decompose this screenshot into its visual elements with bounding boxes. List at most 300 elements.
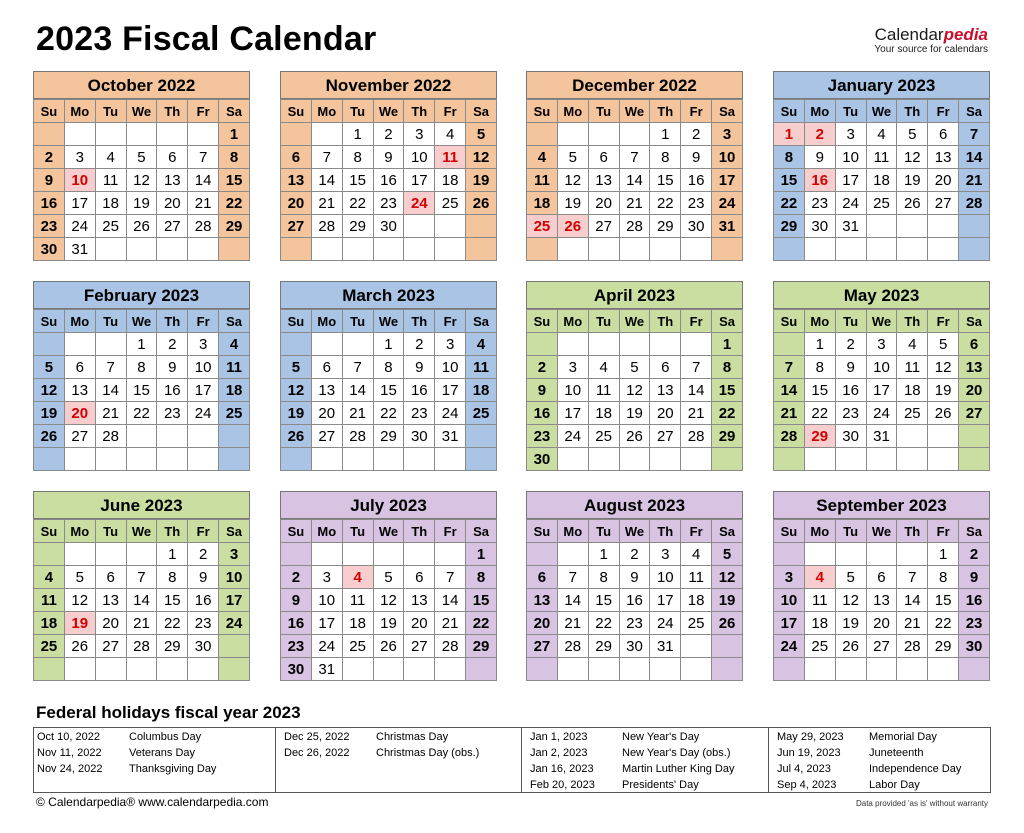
- day-cell: 16: [959, 589, 990, 612]
- day-cell: 7: [557, 566, 588, 589]
- day-cell: 3: [557, 356, 588, 379]
- day-cell: 26: [928, 402, 959, 425]
- weekday-header: Th: [650, 310, 681, 333]
- day-cell: 23: [527, 425, 558, 448]
- day-cell: 29: [650, 215, 681, 238]
- day-cell: 20: [588, 192, 619, 215]
- day-cell: 11: [897, 356, 928, 379]
- day-cell: 22: [373, 402, 404, 425]
- empty-cell: [342, 658, 373, 681]
- empty-cell: [188, 425, 219, 448]
- holiday-row: [527, 729, 767, 745]
- empty-cell: [557, 448, 588, 471]
- empty-cell: [95, 238, 126, 261]
- weekday-header: Tu: [588, 100, 619, 123]
- day-cell: 16: [188, 589, 219, 612]
- day-cell: 12: [126, 169, 157, 192]
- day-cell: 10: [557, 379, 588, 402]
- empty-cell: [650, 238, 681, 261]
- day-cell: 25: [342, 635, 373, 658]
- day-cell: 28: [342, 425, 373, 448]
- day-cell: 29: [774, 215, 805, 238]
- empty-cell: [712, 448, 743, 471]
- weekday-header: Mo: [804, 520, 835, 543]
- empty-cell: [804, 658, 835, 681]
- holiday-column: [34, 729, 274, 777]
- month-october-2022: [33, 71, 250, 261]
- day-cell: 3: [219, 543, 250, 566]
- empty-cell: [311, 238, 342, 261]
- empty-cell: [774, 238, 805, 261]
- day-table: [773, 519, 990, 681]
- day-cell: 15: [774, 169, 805, 192]
- empty-cell: [404, 543, 435, 566]
- day-cell: 13: [959, 356, 990, 379]
- day-cell: 24: [557, 425, 588, 448]
- day-cell: 3: [835, 123, 866, 146]
- day-cell: 14: [619, 169, 650, 192]
- day-cell: 17: [404, 169, 435, 192]
- day-cell: 27: [281, 215, 312, 238]
- day-cell: 14: [95, 379, 126, 402]
- month-header: August 2023: [526, 491, 743, 519]
- day-cell: 18: [466, 379, 497, 402]
- empty-cell: [157, 238, 188, 261]
- weekday-header: We: [619, 520, 650, 543]
- empty-cell: [959, 215, 990, 238]
- brand-name-part1: Calendar: [874, 25, 944, 44]
- day-cell: 8: [712, 356, 743, 379]
- month-header: January 2023: [773, 71, 990, 99]
- day-cell: 24: [435, 402, 466, 425]
- day-cell: 19: [64, 612, 95, 635]
- empty-cell: [650, 448, 681, 471]
- day-cell: 4: [804, 566, 835, 589]
- weekday-header: Su: [774, 100, 805, 123]
- day-cell: 23: [157, 402, 188, 425]
- day-cell: 11: [804, 589, 835, 612]
- empty-cell: [281, 333, 312, 356]
- weekday-header: We: [619, 310, 650, 333]
- empty-cell: [188, 658, 219, 681]
- weekday-header: We: [373, 310, 404, 333]
- weekday-header: Mo: [64, 310, 95, 333]
- day-cell: 7: [188, 146, 219, 169]
- day-cell: 21: [126, 612, 157, 635]
- weekday-header: Fr: [435, 310, 466, 333]
- day-table: [33, 519, 250, 681]
- empty-cell: [928, 215, 959, 238]
- day-cell: 12: [64, 589, 95, 612]
- day-cell: 14: [126, 589, 157, 612]
- day-cell: 6: [928, 123, 959, 146]
- day-cell: 19: [126, 192, 157, 215]
- empty-cell: [866, 238, 897, 261]
- empty-cell: [95, 543, 126, 566]
- holiday-row: [34, 745, 274, 761]
- day-cell: 27: [95, 635, 126, 658]
- day-cell: 15: [928, 589, 959, 612]
- day-table: [280, 519, 497, 681]
- day-cell: 2: [527, 356, 558, 379]
- month-may-2023: [773, 281, 990, 471]
- holiday-name: Thanksgiving Day: [129, 763, 217, 775]
- empty-cell: [188, 123, 219, 146]
- day-cell: 10: [404, 146, 435, 169]
- day-cell: 1: [373, 333, 404, 356]
- empty-cell: [835, 543, 866, 566]
- empty-cell: [619, 658, 650, 681]
- holiday-row: [281, 729, 521, 745]
- day-cell: 13: [157, 169, 188, 192]
- day-cell: 21: [897, 612, 928, 635]
- day-cell: 21: [557, 612, 588, 635]
- day-cell: 13: [650, 379, 681, 402]
- day-cell: 31: [835, 215, 866, 238]
- holiday-column: [527, 729, 767, 793]
- day-cell: 2: [619, 543, 650, 566]
- day-cell: 24: [64, 215, 95, 238]
- weekday-header: Th: [897, 520, 928, 543]
- empty-cell: [527, 123, 558, 146]
- weekday-header: We: [866, 100, 897, 123]
- day-cell: 17: [557, 402, 588, 425]
- day-cell: 9: [527, 379, 558, 402]
- holiday-name: Memorial Day: [869, 731, 937, 743]
- day-cell: 12: [928, 356, 959, 379]
- empty-cell: [64, 333, 95, 356]
- day-cell: 2: [34, 146, 65, 169]
- weekday-header: Th: [897, 100, 928, 123]
- weekday-header: We: [373, 100, 404, 123]
- brand-logo[interactable]: [874, 26, 988, 56]
- empty-cell: [527, 543, 558, 566]
- day-cell: 18: [897, 379, 928, 402]
- day-cell: 25: [34, 635, 65, 658]
- empty-cell: [866, 543, 897, 566]
- empty-cell: [64, 123, 95, 146]
- day-cell: 27: [157, 215, 188, 238]
- day-cell: 26: [897, 192, 928, 215]
- day-cell: 1: [928, 543, 959, 566]
- day-cell: 27: [866, 635, 897, 658]
- weekday-header: Sa: [712, 310, 743, 333]
- weekday-header: Th: [157, 100, 188, 123]
- empty-cell: [712, 658, 743, 681]
- day-cell: 14: [435, 589, 466, 612]
- day-cell: 3: [650, 543, 681, 566]
- day-cell: 17: [64, 192, 95, 215]
- day-cell: 17: [774, 612, 805, 635]
- day-cell: 9: [404, 356, 435, 379]
- day-table: [280, 309, 497, 471]
- day-cell: 26: [712, 612, 743, 635]
- day-cell: 1: [712, 333, 743, 356]
- day-cell: 14: [681, 379, 712, 402]
- day-cell: 30: [681, 215, 712, 238]
- holiday-date: Jan 16, 2023: [530, 763, 594, 775]
- day-cell: 1: [342, 123, 373, 146]
- day-cell: 5: [34, 356, 65, 379]
- day-cell: 6: [281, 146, 312, 169]
- day-cell: 19: [34, 402, 65, 425]
- holiday-name: New Year's Day (obs.): [622, 747, 731, 759]
- weekday-header: Fr: [188, 310, 219, 333]
- weekday-header: Su: [527, 310, 558, 333]
- month-july-2023: [280, 491, 497, 681]
- empty-cell: [34, 448, 65, 471]
- empty-cell: [219, 635, 250, 658]
- weekday-header: Tu: [95, 100, 126, 123]
- empty-cell: [897, 238, 928, 261]
- day-cell: 11: [466, 356, 497, 379]
- day-cell: 6: [959, 333, 990, 356]
- day-cell: 2: [157, 333, 188, 356]
- weekday-header: Tu: [835, 100, 866, 123]
- day-cell: 6: [311, 356, 342, 379]
- empty-cell: [897, 215, 928, 238]
- empty-cell: [435, 658, 466, 681]
- day-cell: 8: [804, 356, 835, 379]
- weekday-header: Sa: [219, 100, 250, 123]
- day-cell: 14: [311, 169, 342, 192]
- day-cell: 21: [188, 192, 219, 215]
- weekday-header: Sa: [466, 520, 497, 543]
- day-cell: 15: [588, 589, 619, 612]
- day-cell: 4: [681, 543, 712, 566]
- day-cell: 3: [866, 333, 897, 356]
- empty-cell: [157, 658, 188, 681]
- day-cell: 18: [95, 192, 126, 215]
- day-cell: 31: [64, 238, 95, 261]
- day-cell: 17: [219, 589, 250, 612]
- weekday-header: Sa: [219, 520, 250, 543]
- day-cell: 22: [804, 402, 835, 425]
- day-cell: 17: [188, 379, 219, 402]
- weekday-header: Mo: [557, 310, 588, 333]
- day-cell: 17: [435, 379, 466, 402]
- weekday-header: Fr: [928, 100, 959, 123]
- day-cell: 8: [466, 566, 497, 589]
- column-divider: [768, 728, 769, 792]
- empty-cell: [650, 658, 681, 681]
- day-cell: 21: [95, 402, 126, 425]
- weekday-header: Fr: [435, 100, 466, 123]
- day-cell: 12: [835, 589, 866, 612]
- weekday-header: Tu: [342, 310, 373, 333]
- day-cell: 5: [897, 123, 928, 146]
- day-cell: 16: [157, 379, 188, 402]
- day-cell: 18: [435, 169, 466, 192]
- day-table: [526, 519, 743, 681]
- day-cell: 30: [619, 635, 650, 658]
- day-cell: 4: [527, 146, 558, 169]
- empty-cell: [774, 658, 805, 681]
- day-cell: 10: [774, 589, 805, 612]
- empty-cell: [373, 448, 404, 471]
- day-cell: 20: [311, 402, 342, 425]
- day-cell: 10: [650, 566, 681, 589]
- empty-cell: [188, 238, 219, 261]
- day-cell: 23: [34, 215, 65, 238]
- weekday-header: Su: [281, 520, 312, 543]
- empty-cell: [342, 448, 373, 471]
- day-cell: 25: [95, 215, 126, 238]
- day-cell: 18: [527, 192, 558, 215]
- day-cell: 13: [64, 379, 95, 402]
- empty-cell: [866, 448, 897, 471]
- day-cell: 24: [774, 635, 805, 658]
- day-cell: 19: [897, 169, 928, 192]
- day-cell: 17: [650, 589, 681, 612]
- day-cell: 2: [804, 123, 835, 146]
- day-cell: 10: [712, 146, 743, 169]
- day-cell: 26: [126, 215, 157, 238]
- day-cell: 9: [619, 566, 650, 589]
- empty-cell: [681, 448, 712, 471]
- weekday-header: Tu: [835, 520, 866, 543]
- weekday-header: Mo: [64, 520, 95, 543]
- day-cell: 23: [681, 192, 712, 215]
- weekday-header: We: [866, 520, 897, 543]
- day-cell: 20: [959, 379, 990, 402]
- holiday-date: Jul 4, 2023: [777, 763, 831, 775]
- empty-cell: [311, 448, 342, 471]
- day-cell: 24: [866, 402, 897, 425]
- day-cell: 16: [804, 169, 835, 192]
- day-cell: 28: [95, 425, 126, 448]
- day-cell: 24: [188, 402, 219, 425]
- day-cell: 4: [95, 146, 126, 169]
- empty-cell: [34, 543, 65, 566]
- holiday-row: [34, 729, 274, 745]
- day-cell: 14: [188, 169, 219, 192]
- day-cell: 4: [588, 356, 619, 379]
- weekday-header: Su: [527, 100, 558, 123]
- day-cell: 22: [466, 612, 497, 635]
- day-cell: 25: [435, 192, 466, 215]
- day-cell: 30: [404, 425, 435, 448]
- day-cell: 12: [897, 146, 928, 169]
- day-cell: 6: [588, 146, 619, 169]
- day-table: [33, 309, 250, 471]
- day-cell: 31: [435, 425, 466, 448]
- month-april-2023: [526, 281, 743, 471]
- empty-cell: [835, 448, 866, 471]
- day-cell: 1: [588, 543, 619, 566]
- weekday-header: Su: [774, 310, 805, 333]
- holiday-name: Juneteenth: [869, 747, 924, 759]
- month-february-2023: [33, 281, 250, 471]
- weekday-header: Su: [281, 310, 312, 333]
- empty-cell: [959, 448, 990, 471]
- empty-cell: [959, 425, 990, 448]
- empty-cell: [804, 238, 835, 261]
- day-cell: 28: [188, 215, 219, 238]
- day-cell: 19: [466, 169, 497, 192]
- holidays-table: [33, 727, 991, 793]
- day-cell: 15: [466, 589, 497, 612]
- weekday-header: Sa: [712, 520, 743, 543]
- day-cell: 28: [897, 635, 928, 658]
- empty-cell: [126, 123, 157, 146]
- day-cell: 19: [557, 192, 588, 215]
- holiday-date: Jun 19, 2023: [777, 747, 841, 759]
- empty-cell: [435, 215, 466, 238]
- weekday-header: Sa: [959, 520, 990, 543]
- weekday-header: Tu: [95, 520, 126, 543]
- empty-cell: [466, 215, 497, 238]
- month-header: July 2023: [280, 491, 497, 519]
- day-cell: 9: [804, 146, 835, 169]
- day-cell: 17: [311, 612, 342, 635]
- day-cell: 13: [588, 169, 619, 192]
- day-cell: 23: [959, 612, 990, 635]
- day-cell: 15: [157, 589, 188, 612]
- day-cell: 30: [281, 658, 312, 681]
- day-cell: 31: [866, 425, 897, 448]
- day-cell: 4: [34, 566, 65, 589]
- empty-cell: [557, 238, 588, 261]
- day-cell: 2: [188, 543, 219, 566]
- empty-cell: [373, 543, 404, 566]
- brand-name: [874, 26, 988, 44]
- day-cell: 9: [157, 356, 188, 379]
- day-cell: 1: [466, 543, 497, 566]
- day-cell: 10: [835, 146, 866, 169]
- empty-cell: [342, 333, 373, 356]
- day-cell: 20: [64, 402, 95, 425]
- day-cell: 15: [219, 169, 250, 192]
- day-cell: 27: [311, 425, 342, 448]
- day-cell: 22: [650, 192, 681, 215]
- month-august-2023: [526, 491, 743, 681]
- day-cell: 27: [404, 635, 435, 658]
- day-cell: 9: [281, 589, 312, 612]
- day-cell: 28: [959, 192, 990, 215]
- day-cell: 5: [373, 566, 404, 589]
- weekday-header: Su: [34, 100, 65, 123]
- empty-cell: [897, 658, 928, 681]
- day-cell: 31: [311, 658, 342, 681]
- day-cell: 30: [34, 238, 65, 261]
- holiday-row: [774, 761, 1014, 777]
- day-cell: 10: [311, 589, 342, 612]
- empty-cell: [928, 425, 959, 448]
- day-cell: 13: [866, 589, 897, 612]
- day-cell: 7: [435, 566, 466, 589]
- weekday-header: We: [373, 520, 404, 543]
- empty-cell: [311, 333, 342, 356]
- empty-cell: [928, 238, 959, 261]
- day-cell: 9: [681, 146, 712, 169]
- empty-cell: [928, 448, 959, 471]
- day-cell: 25: [866, 192, 897, 215]
- empty-cell: [466, 448, 497, 471]
- month-june-2023: [33, 491, 250, 681]
- day-cell: 6: [95, 566, 126, 589]
- day-cell: 21: [342, 402, 373, 425]
- day-cell: 29: [588, 635, 619, 658]
- day-cell: 6: [64, 356, 95, 379]
- day-cell: 7: [95, 356, 126, 379]
- day-cell: 3: [712, 123, 743, 146]
- day-cell: 23: [373, 192, 404, 215]
- empty-cell: [681, 658, 712, 681]
- holiday-row: [774, 729, 1014, 745]
- day-table: [33, 99, 250, 261]
- empty-cell: [95, 333, 126, 356]
